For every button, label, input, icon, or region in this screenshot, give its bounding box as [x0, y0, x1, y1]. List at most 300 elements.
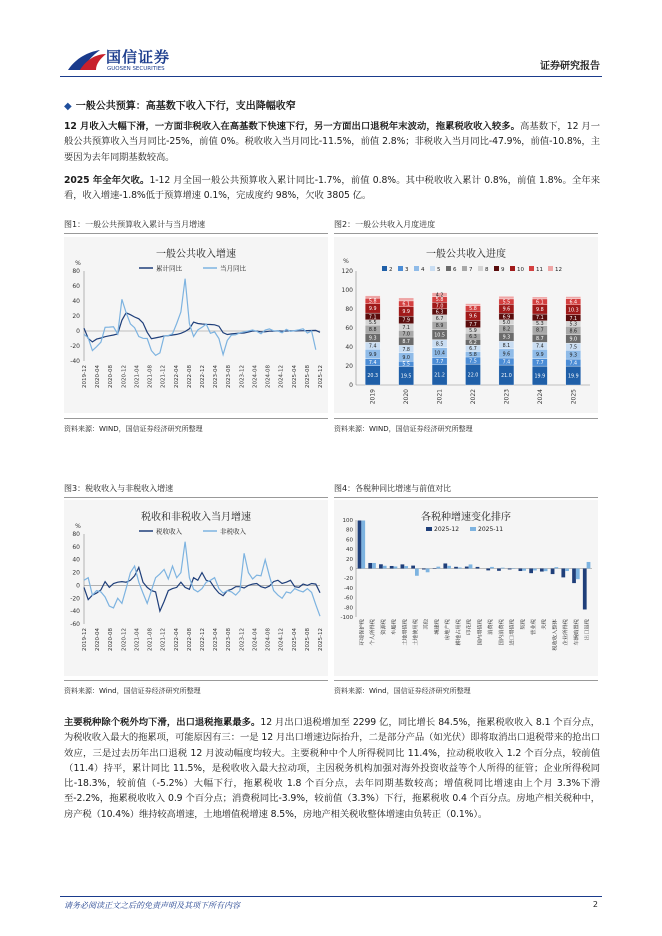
fig4-xtick-6: 其他 — [423, 619, 430, 630]
fig2-ytick-6: 120 — [341, 268, 353, 275]
fig4-svg — [334, 500, 598, 676]
fig4-bar-企业所得税-2025-11 — [565, 569, 569, 572]
fig4-xtick-21: 出口退税 — [584, 619, 591, 641]
fig4-xtick-12: 消费税 — [488, 619, 495, 635]
fig4-bar-营业税-2025-12 — [529, 569, 533, 574]
fig2-caption: 图2：一般公共收入月度进度 — [334, 220, 436, 229]
fig4-topline — [334, 497, 598, 498]
page-number: 2 — [592, 900, 598, 909]
fig2-label-2025-11: 6.4 — [569, 300, 578, 306]
fig2-label-2022-8: 5.9 — [469, 329, 477, 335]
fig4-bar-消费税-2025-12 — [486, 569, 490, 571]
fig2-bottomline — [334, 418, 598, 419]
fig4-xtick-2: 资源税 — [380, 619, 387, 635]
fig2-label-2021-7: 8.9 — [435, 324, 444, 330]
fig2-legend-label-1: 3 — [405, 267, 409, 273]
fig4-xtick-16: 营业税 — [531, 619, 537, 635]
fig4-bar-房地产税-2025-11 — [447, 566, 451, 569]
fig4-bar-车船税-2025-12 — [390, 566, 394, 569]
fig2-bar-2020-12 — [399, 298, 414, 301]
fig2-label-2022-4: 5.8 — [469, 353, 477, 359]
fig1-ytick-4: 40 — [72, 298, 80, 305]
fig2-label-2023-7: 8.2 — [502, 327, 511, 333]
fig2-label-2019-4: 9.9 — [368, 352, 377, 358]
fig2-label-2020-10: 9.9 — [402, 310, 410, 316]
fig3-chart — [64, 500, 328, 676]
fig2-label-2025-5: 7.5 — [569, 345, 578, 351]
fig3-xtick-14: 2024-08 — [265, 628, 272, 651]
para2-body: 1-12 月全国一般公共预算收入累计同比-1.7%，前值 0.8%。其中税收收入累计 0.8%，前值 1.8%。全年来看，收入增速-1.8%低于预算增速 0.1%，完成度约 98%，欠收 3805 亿。 — [64, 175, 600, 202]
fig2-label-2022-11: 5.8 — [469, 307, 477, 313]
fig4-bar-土地增值税-2025-12 — [401, 564, 405, 568]
fig4-ytick-3: 40 — [346, 547, 353, 554]
fig2-label-2023-8: 5.0 — [502, 321, 511, 327]
fig4-xtick-14: 进口增值税 — [509, 619, 516, 646]
fig3-xtick-9: 2022-12 — [200, 628, 206, 651]
fig2-label-2019-8: 5.5 — [368, 321, 377, 327]
fig1-ytick-2: 0 — [76, 328, 80, 335]
fig2-label-2025-2: 19.9 — [567, 374, 579, 380]
fig4-xtick-1: 个人所得税 — [370, 619, 377, 646]
fig1-ytick-6: 80 — [72, 268, 80, 275]
fig3-ytick-6: 60 — [72, 543, 80, 551]
fig4-bar-资源税-2025-11 — [383, 566, 387, 569]
fig1-chart-title: 一般公共收入增速 — [156, 249, 236, 260]
fig3-xtick-1: 2020-04 — [95, 628, 102, 651]
fig2-label-2020-5: 7.8 — [402, 347, 410, 353]
fig2-label-2023-3: 7.4 — [502, 360, 511, 366]
fig4-bar-其他-2025-11 — [426, 569, 430, 573]
fig2-label-2019-11: 5.8 — [368, 299, 377, 305]
fig4-bar-消费税-2025-11 — [490, 567, 494, 569]
fig4-bar-出口退税-2025-11 — [587, 562, 591, 569]
fig2-label-2020-6: 8.7 — [402, 339, 410, 345]
fig2-ytick-4: 80 — [345, 306, 353, 313]
fig4-xtick-11: 国内增值税 — [477, 619, 484, 646]
fig2-label-2023-6: 9.3 — [502, 335, 511, 341]
para1-body: 高基数下，12 月一般公共预算收入当月同比-25%，前值 0%。税收收入当月同比-11.5%，前值 2.8%；非税收入当月同比-47.9%，前值-10.8%，主要因为去年同期基数较高。 — [64, 121, 600, 163]
fig4-xtick-8: 房地产税 — [445, 619, 452, 641]
fig4-bar-国内消费税-2025-11 — [501, 568, 505, 569]
fig4-legend-swatch-0 — [426, 527, 432, 531]
fig2-label-2019-5: 7.4 — [368, 344, 377, 350]
fig1-xtick-18: 2025-12 — [318, 365, 324, 388]
fig3-ylabel: % — [75, 523, 81, 530]
fig4-bar-个人所得税-2025-12 — [368, 563, 372, 569]
fig4-ytick-5: 0 — [349, 566, 353, 573]
fig3-xtick-5: 2021-08 — [147, 628, 154, 651]
fig4-chart — [334, 500, 598, 676]
fig3-xtick-7: 2022-04 — [173, 628, 180, 651]
fig2-label-2025-3: 7.4 — [569, 361, 578, 367]
fig2-xtick-3: 2022 — [470, 389, 477, 405]
fig4-source: 资料来源：Wind，国信证券经济研究所整理 — [334, 687, 471, 695]
fig2-label-2023-11: 5.5 — [502, 300, 511, 306]
fig2-label-2024-11: 6.1 — [536, 300, 544, 306]
fig4-bar-国内增值税-2025-12 — [476, 567, 480, 569]
fig2-label-2021-4: 10.4 — [434, 351, 445, 357]
fig4-bar-印花税-2025-11 — [469, 564, 473, 568]
fig4-ytick-8: -60 — [344, 595, 353, 602]
fig2-xtick-4: 2023 — [503, 389, 511, 405]
fig4-bar-印花税-2025-12 — [465, 567, 469, 569]
fig4-ytick-6: -20 — [344, 576, 353, 583]
para1-lead: 12 月收入大幅下滑，一方面非税收入在高基数下快速下行，另一方面出口退税年末波动，拖累税收收入较多。 — [64, 121, 520, 132]
fig4-bar-个人所得税-2025-11 — [372, 563, 376, 569]
paragraph-2 — [64, 173, 600, 204]
fig2-ytick-2: 40 — [345, 344, 353, 351]
fig3-xtick-11: 2023-08 — [226, 628, 233, 651]
fig2-label-2021-12: 4.2 — [435, 293, 444, 299]
fig4-xtick-17: 关税 — [541, 619, 548, 630]
section-title — [64, 97, 296, 112]
fig4-legend-label-0: 2025-12 — [434, 526, 460, 533]
fig4-bar-关税-2025-12 — [540, 569, 544, 572]
fig3-xtick-4: 2021-04 — [134, 628, 141, 651]
fig3-ytick-5: 40 — [72, 556, 80, 564]
fig3-series-1-line — [84, 542, 320, 617]
fig2-xtick-5: 2024 — [536, 389, 544, 405]
fig1-xtick-5: 2021-08 — [147, 365, 154, 388]
fig2-label-2025-10: 10.3 — [567, 308, 579, 314]
fig1-ytick-0: -40 — [70, 358, 80, 365]
fig2-legend-swatch-7 — [494, 266, 499, 271]
section-title-text: 一般公共预算：高基数下收入下行，支出降幅收窄 — [75, 101, 296, 112]
fig4-ytick-4: 20 — [346, 556, 353, 563]
fig4-xtick-0: 环境保护税 — [359, 619, 366, 646]
fig4-bar-耕地占用税-2025-12 — [454, 567, 458, 569]
fig2-legend-swatch-3 — [430, 266, 435, 271]
fig2-chart — [334, 237, 598, 413]
fig4-bar-其他-2025-12 — [422, 569, 426, 570]
fig3-caption: 图3：税收收入与非税收入增速 — [64, 484, 174, 493]
fig3-xtick-12: 2023-12 — [239, 628, 246, 651]
fig2-label-2020-2: 19.5 — [400, 374, 412, 380]
fig2-xtick-2: 2021 — [436, 389, 444, 405]
fig3-xtick-8: 2022-08 — [186, 628, 193, 651]
fig2-legend-label-6: 8 — [485, 267, 489, 273]
header-divider — [60, 76, 602, 77]
fig2-label-2024-3: 7.7 — [536, 361, 544, 367]
fig2-legend-label-5: 7 — [469, 267, 473, 273]
fig2-legend-label-7: 9 — [501, 267, 505, 273]
fig4-bar-进口增值税-2025-12 — [508, 569, 512, 570]
fig2-bar-2025-12 — [566, 297, 581, 299]
fig3-xtick-15: 2024-12 — [278, 628, 285, 651]
fig4-bar-车辆购置税-2025-11 — [576, 569, 580, 580]
fig1-ylabel: % — [75, 260, 81, 267]
fig2-label-2023-9: 6.9 — [502, 315, 511, 321]
fig1-xtick-11: 2023-08 — [226, 365, 233, 388]
fig2-legend-swatch-0 — [382, 266, 387, 271]
fig1-chart — [64, 237, 328, 413]
fig3-xtick-6: 2021-12 — [160, 628, 167, 651]
fig3-topline — [64, 497, 328, 498]
fig3-bottomline — [64, 680, 328, 681]
fig2-label-2021-6: 10.5 — [434, 333, 445, 339]
logo-cn: 国信证券 — [106, 48, 171, 66]
fig2-label-2022-9: 7.7 — [469, 322, 477, 328]
fig2-legend-swatch-4 — [446, 266, 451, 271]
fig2-label-2020-8: 7.1 — [402, 325, 410, 331]
fig2-label-2019-7: 8.8 — [368, 328, 377, 334]
fig2-legend-swatch-1 — [398, 266, 403, 271]
fig4-xtick-10: 印花税 — [466, 619, 473, 635]
fig1-topline — [64, 233, 328, 234]
fig4-bar-出口退税-2025-12 — [583, 569, 587, 610]
fig2-label-2024-10: 9.8 — [536, 308, 544, 314]
fig2-label-2024-2: 19.9 — [534, 374, 546, 380]
fig3-svg — [64, 500, 328, 676]
fig2-label-2025-9: 7.1 — [569, 316, 578, 322]
fig4-bar-环境保护税-2025-12 — [358, 520, 362, 568]
fig4-ytick-1: 80 — [346, 527, 353, 534]
fig4-legend-label-1: 2025-11 — [478, 526, 504, 533]
fig2-legend-label-4: 6 — [453, 267, 457, 273]
fig3-ytick-1: -40 — [70, 608, 80, 616]
fig2-label-2024-5: 7.4 — [536, 344, 544, 350]
fig1-xtick-1: 2020-04 — [95, 365, 102, 388]
fig1-legend-label-0: 累计同比 — [156, 264, 182, 273]
fig3-legend-label-1: 非税收入 — [220, 527, 246, 536]
fig2-label-2021-3: 7.7 — [435, 360, 444, 366]
fig3-xtick-18: 2025-12 — [318, 628, 324, 651]
fig4-xtick-15: 契税 — [520, 619, 527, 630]
fig4-bar-企业所得税-2025-12 — [561, 569, 565, 578]
fig2-label-2023-4: 9.6 — [502, 352, 511, 358]
fig2-label-2021-2: 21.2 — [434, 373, 445, 379]
fig4-chart-title: 各税种增速变化排序 — [421, 512, 511, 523]
fig2-label-2022-3: 7.5 — [469, 359, 477, 365]
footer-divider — [60, 896, 602, 897]
fig4-xtick-18: 税收收入整体 — [552, 619, 559, 651]
fig4-bar-耕地占用税-2025-11 — [458, 567, 462, 568]
fig3-xtick-13: 2024-04 — [252, 628, 259, 651]
fig3-xtick-0: 2019-12 — [82, 628, 88, 651]
fig2-label-2020-11: 6.1 — [402, 302, 410, 308]
fig1-caption: 图1：一般公共预算收入累计与当月增速 — [64, 220, 206, 229]
fig2-label-2024-8: 5.3 — [536, 322, 544, 328]
fig4-bar-契税-2025-12 — [519, 569, 523, 572]
para3-lead: 主要税种除个税外均下滑，出口退税拖累最多。 — [64, 717, 261, 728]
fig1-xtick-4: 2021-04 — [134, 365, 141, 388]
fig2-label-2022-7: 6.3 — [469, 335, 477, 341]
fig4-xtick-7: 城建税 — [434, 619, 441, 635]
fig2-topline — [334, 233, 598, 234]
paragraph-3 — [64, 715, 600, 822]
fig1-bottomline — [64, 418, 328, 419]
para2-lead: 2025 年全年欠收。 — [64, 175, 150, 186]
fig1-xtick-14: 2024-08 — [265, 365, 272, 388]
fig1-ytick-3: 20 — [72, 313, 80, 320]
fig4-bar-车辆购置税-2025-12 — [572, 569, 576, 584]
fig4-caption: 图4：各税种同比增速与前值对比 — [334, 484, 452, 493]
fig1-series-1-line — [84, 279, 316, 356]
logo-en: GUOSEN SECURITIES — [107, 66, 165, 72]
fig2-label-2024-6: 8.7 — [536, 337, 544, 343]
fig2-label-2024-9: 7.1 — [536, 316, 544, 322]
fig2-label-2023-2: 21.0 — [501, 373, 512, 379]
fig3-ytick-7: 80 — [72, 531, 80, 538]
fig1-xtick-15: 2024-12 — [278, 365, 285, 388]
fig2-chart-title: 一般公共收入进度 — [426, 249, 506, 260]
fig1-xtick-16: 2025-04 — [291, 365, 298, 388]
fig1-xtick-8: 2022-08 — [186, 365, 193, 388]
fig2-legend-swatch-5 — [462, 266, 467, 271]
fig3-legend-label-0: 税收收入 — [156, 527, 182, 536]
fig2-label-2022-6: 6.2 — [469, 340, 477, 346]
fig2-svg — [334, 237, 598, 413]
fig1-legend-label-1: 当月同比 — [220, 264, 246, 273]
fig2-ytick-0: 0 — [349, 382, 353, 389]
fig2-legend-label-10: 12 — [555, 267, 562, 273]
fig2-xtick-6: 2025 — [570, 389, 578, 405]
fig1-xtick-3: 2020-12 — [121, 365, 128, 388]
fig2-label-2021-8: 6.7 — [435, 316, 444, 322]
fig4-bar-城建税-2025-11 — [436, 567, 440, 569]
fig3-ytick-3: 0 — [76, 582, 80, 590]
fig2-legend-swatch-8 — [510, 266, 515, 271]
fig4-bar-房地产税-2025-12 — [443, 563, 447, 568]
fig3-xtick-10: 2023-04 — [213, 628, 220, 651]
fig2-legend-label-9: 11 — [536, 267, 543, 273]
fig2-legend-swatch-10 — [548, 266, 553, 271]
fig3-ytick-2: -20 — [70, 595, 80, 603]
fig4-bar-车船税-2025-11 — [394, 566, 398, 568]
fig2-xtick-1: 2020 — [403, 389, 411, 405]
fig3-xtick-16: 2025-04 — [291, 628, 298, 651]
fig4-bar-土地增值税-2025-11 — [404, 566, 408, 568]
fig2-label-2019-9: 7.1 — [368, 315, 377, 321]
fig2-xtick-0: 2019 — [369, 389, 377, 405]
fig1-xtick-12: 2023-12 — [239, 365, 246, 388]
fig2-label-2020-3: 5.5 — [402, 362, 410, 368]
fig2-legend-swatch-2 — [414, 266, 419, 271]
fig4-bar-资源税-2025-12 — [379, 564, 383, 568]
fig2-label-2025-4: 9.3 — [569, 353, 578, 359]
fig2-ytick-5: 100 — [341, 287, 353, 294]
fig4-xtick-9: 耕地占用税 — [455, 619, 462, 646]
fig2-label-2021-5: 8.5 — [435, 342, 444, 348]
fig4-bar-税收收入整体-2025-12 — [551, 569, 555, 575]
fig2-bar-2023-12 — [499, 296, 514, 299]
fig4-bar-税收收入整体-2025-11 — [554, 567, 558, 568]
fig2-label-2025-7: 8.6 — [569, 329, 578, 335]
fig1-xtick-9: 2022-12 — [200, 365, 206, 388]
fig4-bar-土地使用税-2025-12 — [411, 566, 415, 569]
fig1-xtick-6: 2021-12 — [160, 365, 167, 388]
fig3-ytick-4: 20 — [72, 569, 80, 577]
fig1-ytick-1: -20 — [70, 343, 80, 350]
fig2-label-2025-8: 5.3 — [569, 322, 578, 328]
fig4-bar-环境保护税-2025-11 — [361, 520, 365, 568]
fig2-label-2023-10: 9.6 — [502, 307, 511, 313]
para3-body: 12 月出口退税增加至 2299 亿，同比增长 84.5%，拖累税收收入 8.1 个百分点，为税收收入最大的拖累项，可能原因有三：一是 12 月出口增速边际抬升，二是部分产品（如光伏）即将取消出口退税带来的抢出口效应，三是过去历年出口退税 12 月波动幅度均较大。主要税种中个人所得税同比 11.4%，拉动税收收入 1.2 个百分点，较前值（11.4）持平，累计同比 11.5%，是税收收入最大拉动项，主因税务机构加强对海外投资收益等个人所得的征管；企业所得税同比-18.3%，较前值（-5.2%）大幅下行，拖累税收 1.8 个百分点，去年同期基数较高；增值税同比增速由上个月 3.3%下滑至-2.2%，拖累税收收入 0.9 个百分点；消费税同比-3.9%，较前值（3.3%）下行，拖累税收 0.4 个百分点。房地产相关税种中，房产税（10.4%）维持较高增速，土地增值税增速 8.5%，房地产相关税收整体增速由负转正（0.1%）。 — [64, 717, 600, 820]
fig4-legend-swatch-1 — [470, 527, 476, 531]
fig2-label-2020-9: 7.9 — [402, 318, 410, 324]
fig2-legend-swatch-6 — [478, 266, 483, 271]
fig2-legend-label-3: 5 — [437, 267, 441, 273]
diamond-bullet-icon: ◆ — [64, 101, 72, 112]
fig4-ytick-9: -80 — [344, 605, 353, 612]
fig4-ytick-2: 60 — [346, 537, 353, 544]
fig1-xtick-2: 2020-08 — [108, 365, 115, 388]
fig2-ytick-3: 60 — [345, 325, 353, 332]
fig2-label-2025-6: 9.0 — [569, 337, 578, 343]
fig2-label-2019-2: 20.3 — [367, 374, 379, 380]
fig4-ytick-7: -40 — [344, 585, 353, 592]
fig3-ytick-0: -60 — [70, 621, 80, 628]
fig2-legend-label-0: 2 — [389, 267, 393, 273]
fig3-xtick-2: 2020-08 — [108, 628, 115, 651]
fig4-ytick-10: -100 — [340, 615, 353, 621]
fig1-xtick-17: 2025-08 — [304, 365, 311, 388]
fig4-xtick-5: 土地使用税 — [413, 619, 419, 646]
fig2-label-2019-3: 7.4 — [368, 361, 377, 366]
report-type: 证券研究报告 — [540, 61, 600, 72]
fig1-source: 资料来源：WIND，国信证券经济研究所整理 — [64, 425, 203, 433]
fig2-label-2021-10: 7.0 — [435, 304, 444, 310]
fig2-label-2021-11: 5.8 — [435, 298, 444, 304]
fig3-xtick-17: 2025-08 — [304, 628, 311, 651]
fig4-bar-营业税-2025-11 — [533, 569, 537, 571]
fig2-bar-2019-12 — [365, 296, 380, 298]
company-logo — [66, 44, 188, 76]
fig1-xtick-10: 2023-04 — [213, 365, 220, 388]
fig1-xtick-7: 2022-04 — [173, 365, 180, 388]
fig2-ytick-1: 20 — [345, 363, 353, 370]
fig2-label-2024-7: 8.7 — [536, 328, 544, 334]
fig2-label-2024-4: 9.9 — [536, 352, 544, 358]
fig2-label-2020-4: 9.0 — [402, 355, 410, 361]
fig4-xtick-20: 车辆购置税 — [573, 619, 580, 646]
fig1-svg — [64, 237, 328, 413]
fig3-xtick-3: 2020-12 — [121, 628, 128, 651]
fig2-label-2019-10: 9.9 — [368, 307, 377, 313]
fig1-xtick-13: 2024-04 — [252, 365, 259, 388]
fig3-source: 资料来源：Wind，国信证券经济研究所整理 — [64, 687, 201, 695]
fig2-legend-label-8: 10 — [517, 267, 524, 273]
fig2-bar-2022-12 — [465, 304, 480, 306]
footer-disclaimer: 请务必阅读正文之后的免责声明及其项下所有内容 — [64, 901, 240, 910]
fig4-bar-关税-2025-11 — [544, 569, 548, 572]
fig4-bar-契税-2025-11 — [522, 569, 526, 571]
fig4-xtick-19: 企业所得税 — [563, 619, 570, 646]
fig2-label-2022-5: 6.7 — [469, 347, 477, 353]
fig2-bar-2024-12 — [532, 297, 547, 299]
fig2-ylabel: % — [343, 258, 349, 265]
fig4-bar-国内消费税-2025-12 — [497, 569, 501, 571]
fig2-label-2021-9: 6.3 — [435, 310, 444, 316]
fig1-ytick-5: 60 — [72, 283, 80, 290]
fig4-xtick-13: 国内消费税 — [498, 619, 505, 646]
paragraph-1 — [64, 119, 600, 165]
fig2-label-2019-6: 9.3 — [368, 336, 377, 342]
fig3-chart-title: 税收和非税收入当月增速 — [141, 512, 251, 523]
fig2-label-2023-5: 8.1 — [502, 343, 511, 349]
fig2-legend-label-2: 4 — [421, 267, 425, 273]
fig4-bottomline — [334, 680, 598, 681]
fig2-source: 资料来源：WIND，国信证券经济研究所整理 — [334, 425, 473, 433]
fig4-xtick-3: 车船税 — [391, 619, 398, 635]
fig2-legend-swatch-9 — [529, 266, 534, 271]
fig2-label-2022-2: 22.0 — [467, 373, 479, 379]
fig4-xtick-4: 土地增值税 — [402, 619, 409, 646]
fig2-label-2022-10: 9.6 — [469, 314, 477, 320]
fig4-bar-土地使用税-2025-11 — [415, 569, 419, 576]
fig1-xtick-0: 2019-12 — [82, 365, 88, 388]
fig4-ytick-0: 100 — [342, 518, 353, 524]
